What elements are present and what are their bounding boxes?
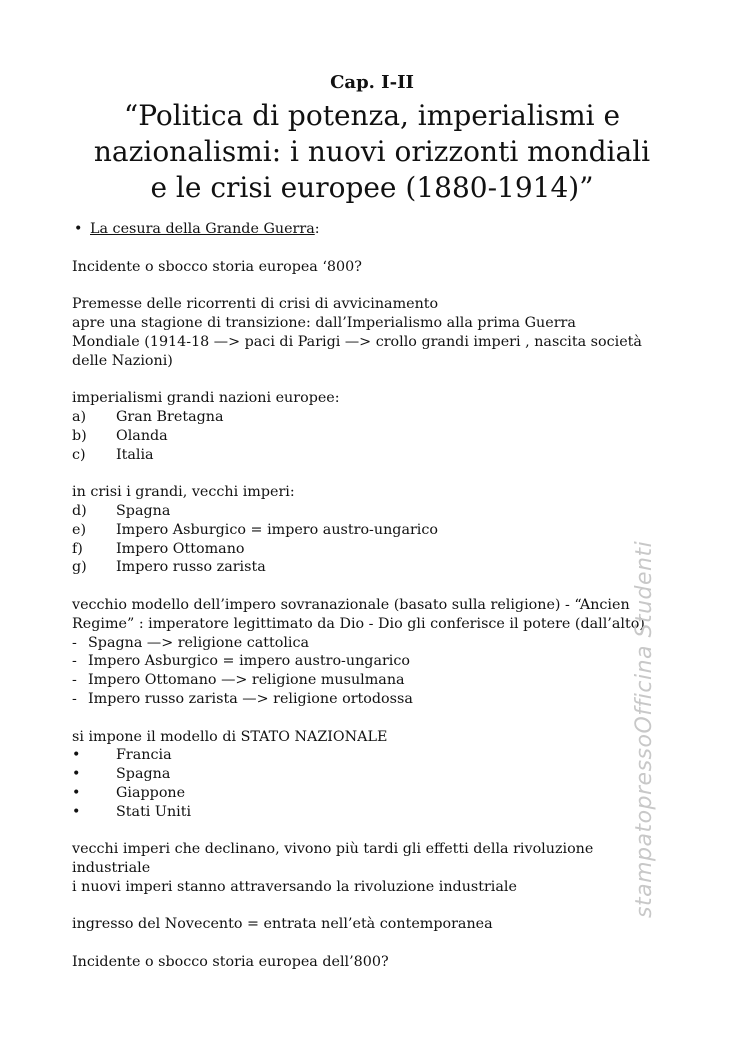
question-2: Incidente o sbocco storia europea dell’800? (72, 954, 389, 971)
document-body (72, 220, 692, 972)
list-marker: c) (72, 446, 86, 463)
list-marker: • (72, 747, 81, 764)
list-marker: • (72, 784, 81, 801)
question-1: Incidente o sbocco storia europea ‘800? (72, 258, 362, 275)
list-item (72, 671, 692, 690)
list-item (72, 690, 692, 709)
title-line: “Politica di potenza, imperialismi e (123, 99, 621, 132)
vecchi-line: vecchi imperi che declinano, vivono più tardi gli effetti della rivoluzione (72, 841, 594, 858)
list-text: Impero Ottomano (116, 540, 245, 557)
list-marker: a) (72, 408, 87, 425)
novecento-line: ingresso del Novecento = entrata nell’età contemporanea (72, 916, 493, 933)
premesse-line: Premesse delle ricorrenti di crisi di avvicinamento (72, 296, 439, 313)
chapter-title (30, 98, 714, 206)
title-line: nazionalismi: i nuovi orizzonti mondiali (93, 135, 651, 168)
modello-line: Regime” : imperatore legittimato da Dio - Dio gli conferisce il potere (dall’alto) (72, 615, 645, 632)
list-item (72, 521, 692, 540)
premesse-line: delle Nazioni) (72, 352, 173, 369)
list-marker: b) (72, 427, 87, 444)
list-item (72, 408, 692, 427)
list-marker: - (72, 690, 77, 707)
vecchi-line: industriale (72, 860, 151, 877)
list-marker: g) (72, 559, 87, 576)
list-text: Impero russo zarista —> religione ortodossa (88, 690, 413, 707)
list-text: Impero Asburgico = impero austro-ungarico (116, 521, 438, 538)
premesse-line: Mondiale (1914-18 —> paci di Parigi —> crollo grandi imperi , nascita società (72, 333, 642, 350)
list-text: Spagna (116, 502, 171, 519)
stato-heading: si impone il modello di STATO NAZIONALE (72, 728, 388, 745)
list-item (72, 784, 692, 803)
list-text: Gran Bretagna (116, 408, 224, 425)
list-text: Olanda (116, 427, 168, 444)
list-marker: e) (72, 521, 87, 538)
list-marker: - (72, 653, 77, 670)
list-text: Impero russo zarista (116, 559, 266, 576)
title-line: e le crisi europee (1880-1914)” (150, 171, 594, 204)
section-heading-suffix: : (314, 221, 320, 237)
list-item (72, 446, 692, 465)
list-item (72, 765, 692, 784)
section-heading-text: La cesura della Grande Guerra (90, 221, 315, 237)
list-item (72, 634, 692, 653)
list-marker: • (72, 766, 81, 783)
list-marker: - (72, 634, 77, 651)
list-text: Impero Asburgico = impero austro-ungarico (88, 653, 410, 670)
imperialismi-heading: imperialismi grandi nazioni europee: (72, 390, 340, 407)
crisi-heading: in crisi i grandi, vecchi imperi: (72, 484, 295, 501)
list-text: Impero Ottomano —> religione musulmana (88, 672, 405, 689)
list-item (72, 427, 692, 446)
watermark: stampatopressoOfficina Studenti (632, 540, 657, 918)
list-marker: f) (72, 540, 83, 557)
list-text: Spagna —> religione cattolica (88, 634, 310, 651)
premesse-line: apre una stagione di transizione: dall’Imperialismo alla prima Guerra (72, 314, 576, 331)
list-item (72, 558, 692, 577)
list-item (72, 502, 692, 521)
chapter-label: Cap. I-II (330, 72, 414, 93)
list-marker: d) (72, 502, 87, 519)
list-marker: - (72, 672, 77, 689)
list-marker: • (72, 803, 81, 820)
modello-line: vecchio modello dell’impero sovranazionale (basato sulla religione) - “Ancien (72, 596, 630, 613)
list-text: Spagna (116, 766, 171, 783)
section-heading (72, 220, 692, 239)
list-item (72, 540, 692, 559)
vecchi-line: i nuovi imperi stanno attraversando la rivoluzione industriale (72, 878, 517, 895)
list-item (72, 803, 692, 822)
list-text: Giappone (116, 784, 186, 801)
list-text: Francia (116, 747, 172, 764)
list-item (72, 652, 692, 671)
list-text: Italia (116, 446, 154, 463)
list-text: Stati Uniti (116, 803, 192, 820)
list-item (72, 746, 692, 765)
